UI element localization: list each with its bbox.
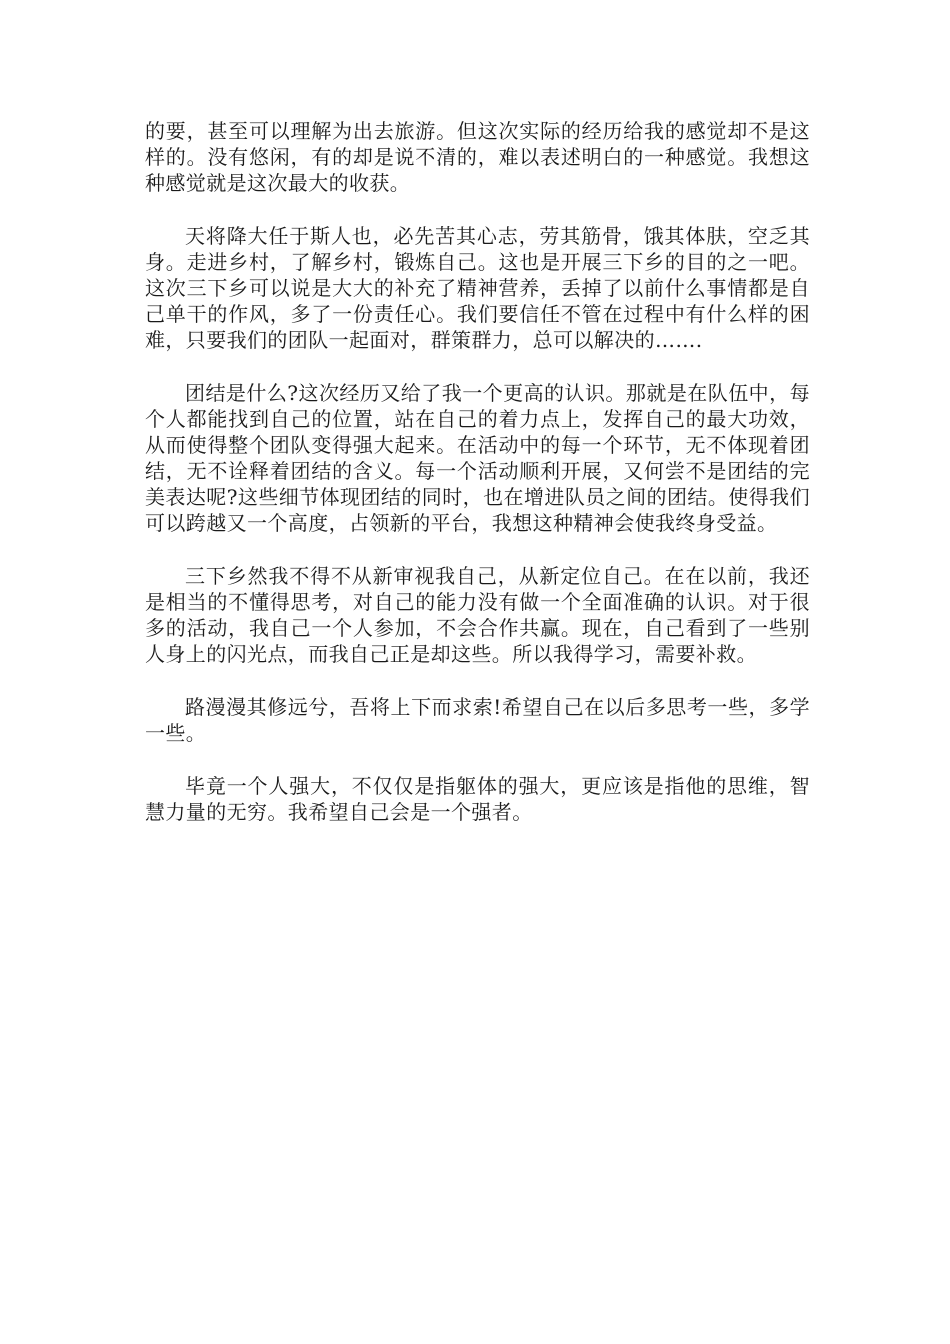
- paragraph-continuation: 的要，甚至可以理解为出去旅游。但这次实际的经历给我的感觉却不是这样的。没有悠闲，有的却是说不清的，难以表述明白的一种感觉。我想这种感觉就是这次最大的收获。: [145, 119, 810, 195]
- document-body: [145, 118, 810, 852]
- paragraph-unity: 团结是什么?这次经历又给了我一个更高的认识。那就是在队伍中，每个人都能找到自己的位置，站在自己的着力点上，发挥自己的最大功效，从而使得整个团队变得强大起来。在活动中的每一个环节，无不体现着团结，无不诠释着团结的含义。每一个活动顺利开展，又何尝不是团结的完美表达呢?这些细节体现团结的同时，也在增进队员之间的团结。使得我们可以跨越又一个高度，占领新的平台，我想这种精神会使我终身受益。: [145, 381, 810, 535]
- paragraph-tempering: 天将降大任于斯人也，必先苦其心志，劳其筋骨，饿其体肤，空乏其身。走进乡村，了解乡村，锻炼自己。这也是开展三下乡的目的之一吧。这次三下乡可以说是大大的补充了精神营养，丢掉了以前什么事情都是自己单干的作风，多了一份责任心。我们要信任不管在过程中有什么样的困难，只要我们的团队一起面对，群策群力，总可以解决的…….: [145, 224, 810, 352]
- paragraph-strength: 毕竟一个人强大，不仅仅是指躯体的强大，更应该是指他的思维，智慧力量的无穷。我希望自己会是一个强者。: [145, 774, 810, 824]
- paragraph-quest: 路漫漫其修远兮，吾将上下而求索!希望自己在以后多思考一些，多学一些。: [145, 695, 810, 745]
- paragraph-self-reflection: 三下乡然我不得不从新审视我自己，从新定位自己。在在以前，我还是相当的不懂得思考，对自己的能力没有做一个全面准确的认识。对于很多的活动，我自己一个人参加，不会合作共赢。现在，自己看到了一些别人身上的闪光点，而我自己正是却这些。所以我得学习，需要补救。: [145, 564, 810, 666]
